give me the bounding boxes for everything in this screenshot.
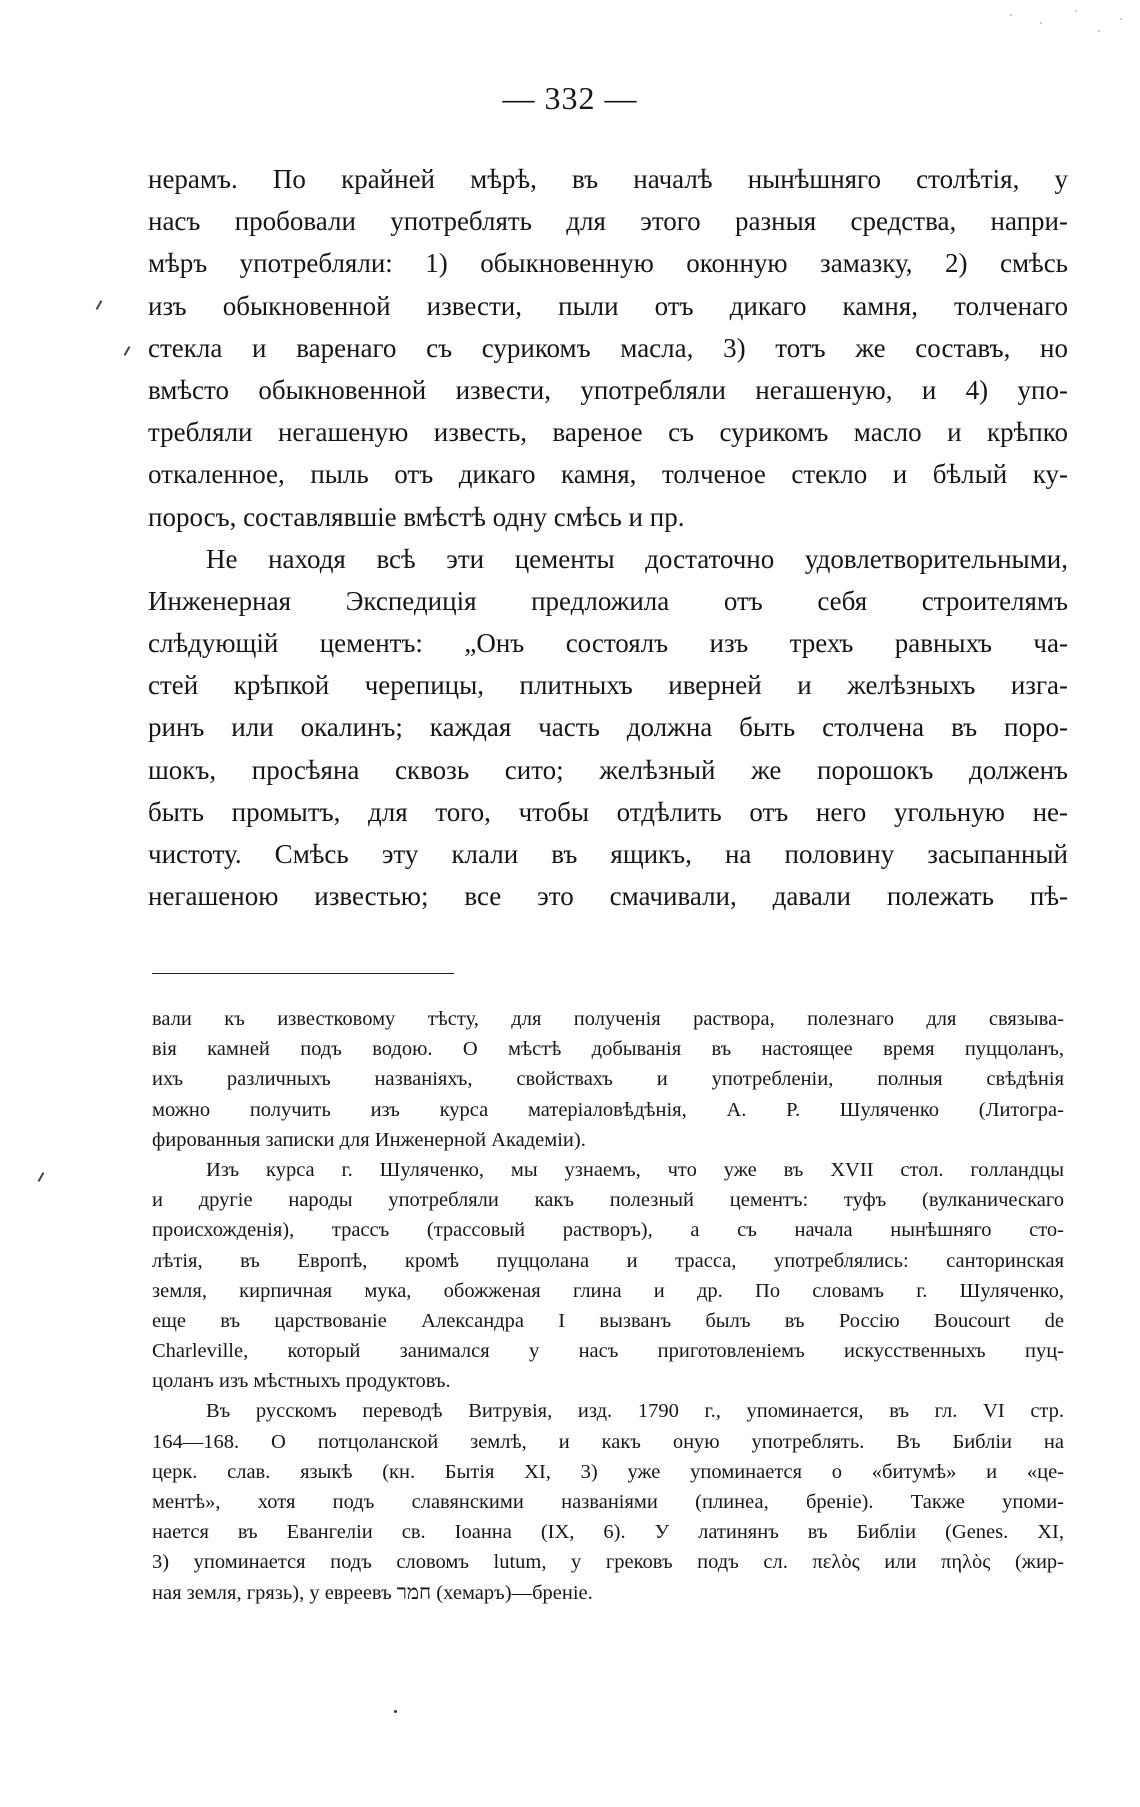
scan-speck (1098, 30, 1100, 32)
footnote-line: вали къ известковому тѣсту, для полученія раствора, полезнаго для связыва- (152, 1008, 1064, 1030)
footnote-separator (152, 973, 454, 974)
text-line: негашеною известью; все это смачивали, давали полежать пѣ- (148, 881, 1068, 912)
text-line: вмѣсто обыкновенной извести, употребляли негашеную, и 4) упо- (148, 374, 1068, 405)
footnote-line: нается въ Евангеліи св. Іоанна (IX, 6). У латинянъ въ Библіи (Genes. XI, (152, 1521, 1064, 1544)
scan-mark (96, 300, 103, 310)
footnote-line: Charleville, который занимался у насъ приготовленіемъ искусственныхъ пуц- (152, 1340, 1064, 1363)
text-line: Инженерная Экспедиція предложила отъ себя строителямъ (148, 585, 1068, 616)
text-line: чистоту. Смѣсь эту клали въ ящикъ, на половину засыпанный (148, 839, 1068, 869)
text-line: откаленное, пыль отъ дикаго камня, толченое стекло и бѣлый ку- (148, 459, 1068, 490)
text-line: нерамъ. По крайней мѣрѣ, въ началѣ нынѣшняго столѣтія, у (148, 164, 1068, 194)
footnote-line: Въ русскомъ переводѣ Витрувія, изд. 1790 г., упоминается, въ гл. VI стр. (206, 1400, 1064, 1423)
footnote-line: 3) упоминается подъ словомъ lutum, у грековъ подъ сл. πελὸς или πηλὸς (жир- (152, 1551, 1064, 1574)
scan-speck (1120, 18, 1122, 20)
text-line: Не находя всѣ эти цементы достаточно удовлетворительными, (206, 543, 1068, 574)
footnote-line: можно получить изъ курса матеріаловѣдѣнія, А. Р. Шуляченко (Литогра- (152, 1098, 1064, 1121)
footnote-line: и другіе народы употребляли какъ полезный цементъ: туфъ (вулканическаго (152, 1189, 1064, 1212)
footnote-line: ментѣ», хотя подъ славянскими названіями (плинеа, бреніе). Также упоми- (152, 1491, 1064, 1513)
scan-speck (1040, 22, 1042, 24)
text-line: насъ пробовали употреблять для этого разныя средства, напри- (148, 206, 1068, 237)
text-line: мѣръ употребляли: 1) обыкновенную оконную замазку, 2) смѣсь (148, 248, 1068, 279)
footnote-line: ихъ различныхъ названіяхъ, свойствахъ и употребленіи, полныя свѣдѣнія (152, 1068, 1064, 1091)
footnotes (152, 1004, 1064, 1608)
footnote-line: 164—168. О потцоланской землѣ, и какъ оную употреблять. Въ Библіи на (152, 1430, 1064, 1453)
scan-dot (394, 1710, 397, 1713)
footnote-line: лѣтія, въ Европѣ, кромѣ пуццолана и трасса, употреблялись: санторинская (152, 1249, 1064, 1272)
scan-mark (38, 1172, 45, 1182)
footnote-line: земля, кирпичная мука, обожженая глина и др. По словамъ г. Шуляченко, (152, 1279, 1064, 1302)
footnote-line: происхожденія), трассъ (трассовый растворъ), а съ начала нынѣшняго сто- (152, 1219, 1064, 1242)
scan-speck (1010, 14, 1012, 16)
footnote-line: фированныя записки для Инженерной Академіи). (152, 1128, 586, 1151)
footnote-line: Изъ курса г. Шуляченко, мы узнаемъ, что уже въ XVII стол. голландцы (206, 1158, 1064, 1181)
scan-speck (1075, 10, 1077, 12)
text-line: требляли негашеную известь, вареное съ сурикомъ масло и крѣпко (148, 417, 1068, 448)
footnote-line: цоланъ изъ мѣстныхъ продуктовъ. (152, 1370, 451, 1393)
scan-mark (124, 346, 131, 356)
text-line: поросъ, составлявшіе вмѣстѣ одну смѣсь и пр. (148, 501, 685, 532)
footnote-line: вія камней подъ водою. О мѣстѣ добыванія въ настоящее время пуццоланъ, (152, 1038, 1064, 1061)
footnote-line: ная земля, грязь), у евреевъ חמר (хемаръ)—бреніе. (152, 1581, 593, 1604)
footnote-line: церк. слав. языкѣ (кн. Бытія XI, 3) уже упоминается о «битумѣ» и «це- (152, 1460, 1064, 1483)
text-line: шокъ, просѣяна сквозь сито; желѣзный же порошокъ долженъ (148, 754, 1068, 785)
text-line: быть промытъ, для того, чтобы отдѣлить отъ него угольную не- (148, 796, 1068, 827)
text-line: ринъ или окалинъ; каждая часть должна быть столчена въ поро- (148, 712, 1068, 743)
text-line: слѣдующій цементъ: „Онъ состоялъ изъ трехъ равныхъ ча- (148, 628, 1068, 659)
text-line: стекла и варенаго съ сурикомъ масла, 3) тотъ же составъ, но (148, 332, 1068, 363)
footnote-line: еще въ царствованіе Александра I вызванъ былъ въ Россію Boucourt de (152, 1309, 1064, 1332)
main-text (148, 158, 1068, 917)
text-line: изъ обыкновенной извести, пыли отъ дикаго камня, толченаго (148, 290, 1068, 321)
text-line: стей крѣпкой черепицы, плитныхъ иверней и желѣзныхъ изга- (148, 670, 1068, 701)
page-number: — 332 — (502, 80, 638, 116)
